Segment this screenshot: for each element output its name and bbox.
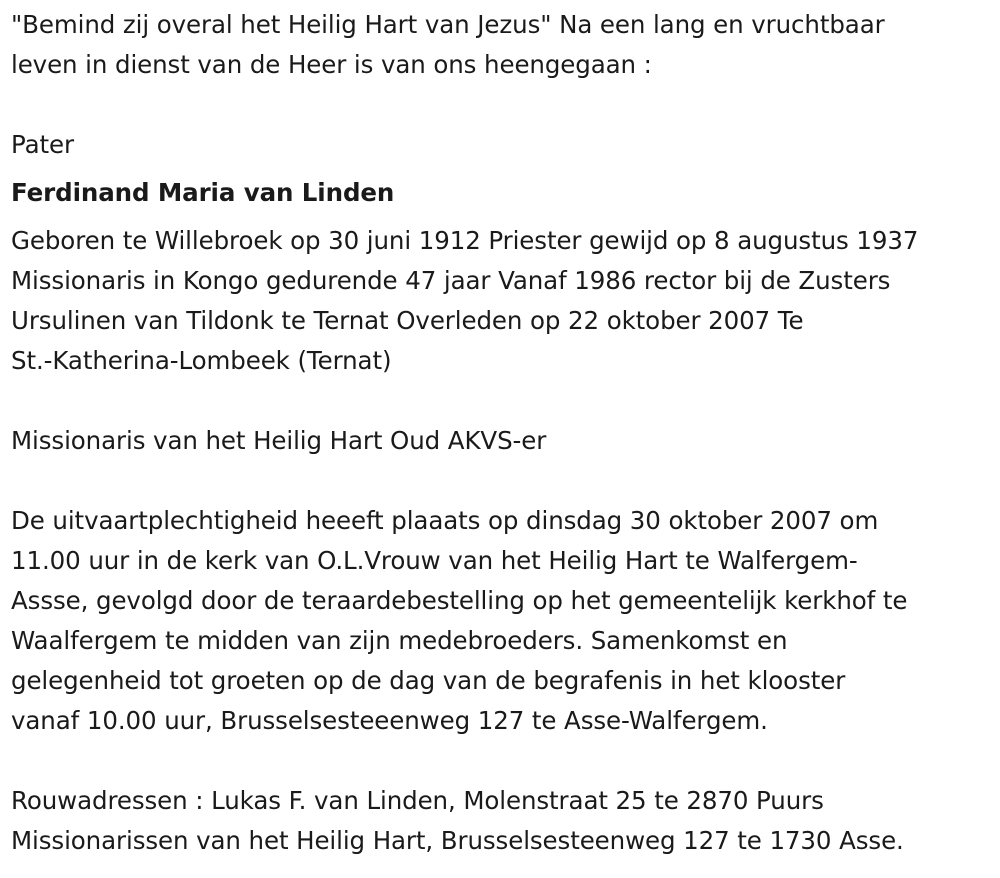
deceased-name: Ferdinand Maria van Linden [11,178,395,207]
address-line-2: Missionarissen van het Heilig Hart, Brusselsesteenweg 127 te 1730 Asse. [11,826,904,855]
bio-line-3: Ursulinen van Tildonk te Ternat Overleden op 22 oktober 2007 Te [11,306,804,335]
funeral-line-4: Waalfergem te midden van zijn medebroeders. Samenkomst en [11,626,788,655]
funeral-line-6: vanaf 10.00 uur, Brusselsesteeenweg 127 te Asse-Walfergem. [11,706,768,735]
bio-line-1: Geboren te Willebroek op 30 juni 1912 Priester gewijd op 8 augustus 1937 [11,226,919,255]
funeral-line-2: 11.00 uur in de kerk van O.L.Vrouw van het Heilig Hart te Walfergem- [11,546,858,575]
funeral-line-1: De uitvaartplechtigheid heeeft plaaats op dinsdag 30 oktober 2007 om [11,506,879,535]
intro-line-2: leven in dienst van de Heer is van ons heengegaan : [11,50,652,79]
funeral-line-3: Assse, gevolgd door de teraardebestelling op het gemeentelijk kerkhof te [11,586,908,615]
affiliation: Missionaris van het Heilig Hart Oud AKVS-er [11,426,547,455]
bio-line-4: St.-Katherina-Lombeek (Ternat) [11,346,392,375]
title-prefix: Pater [11,130,74,159]
intro-line-1: "Bemind zij overal het Heilig Hart van Jezus" Na een lang en vruchtbaar [11,10,885,39]
bio-line-2: Missionaris in Kongo gedurende 47 jaar Vanaf 1986 rector bij de Zusters [11,266,891,295]
address-line-1: Rouwadressen : Lukas F. van Linden, Molenstraat 25 te 2870 Puurs [11,786,824,815]
funeral-line-5: gelegenheid tot groeten op de dag van de begrafenis in het klooster [11,666,846,695]
